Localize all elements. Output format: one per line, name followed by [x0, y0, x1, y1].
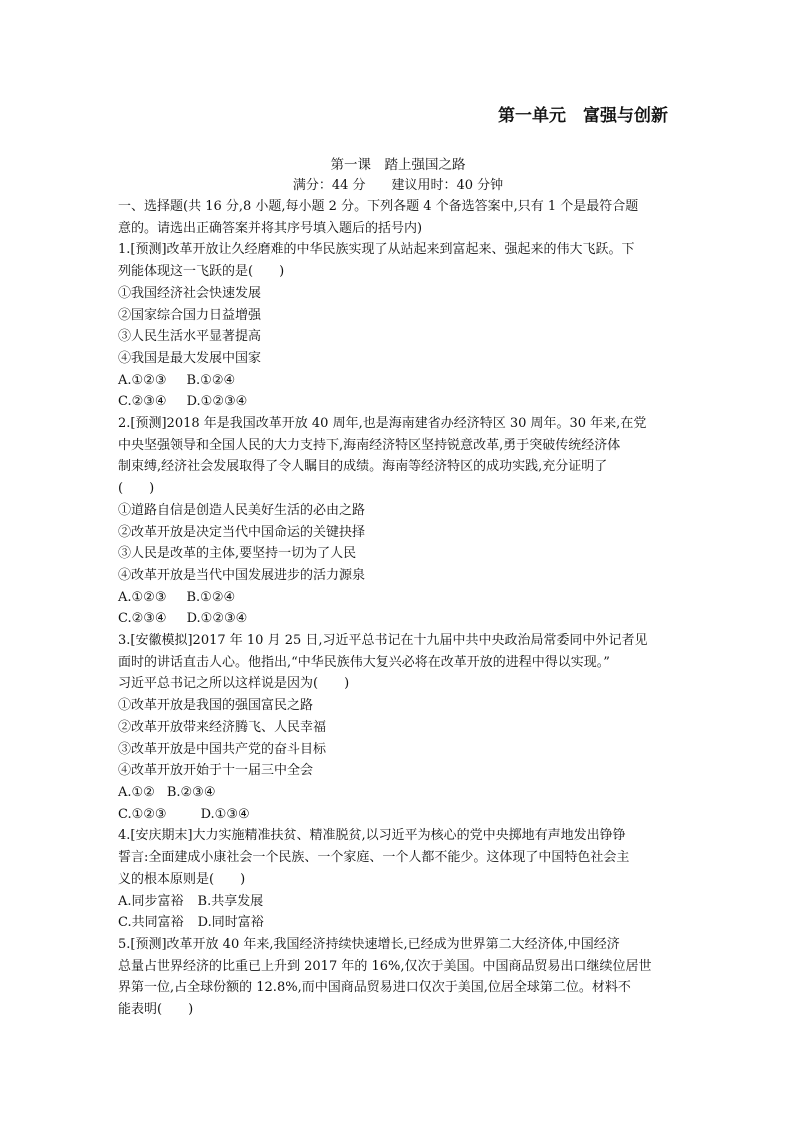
- option-d: D.①②③④: [186, 611, 248, 627]
- statement-4: ④改革开放开始于十一届三中全会: [118, 763, 314, 779]
- statement-1: ①我国经济社会快速发展: [118, 285, 262, 301]
- statement-1: ①改革开放是我国的强国富民之路: [118, 698, 314, 714]
- option-a: A.①②: [118, 784, 155, 800]
- question-stem: 3.[安徽模拟]2017 年 10 月 25 日,习近平总书记在十九届中共中央政治局常委同中外记者见: [118, 633, 648, 649]
- statement-2: ②国家综合国力日益增强: [118, 307, 262, 323]
- options-row: [118, 891, 678, 913]
- options-row: [118, 608, 678, 630]
- options-row: [118, 804, 678, 826]
- question-stem: 义的根本原则是( ): [118, 871, 246, 887]
- answer-bracket: ( ): [118, 481, 155, 497]
- question-2: [118, 413, 678, 630]
- option-c: C.②③④: [118, 394, 167, 410]
- question-stem: 面时的讲话直击人心。他指出,“中华民族伟大复兴必将在改革开放的进程中得以实现。”: [118, 654, 610, 670]
- section-header: 一、选择题(共 16 分,8 小题,每小题 2 分。下列各题 4 个备选答案中,只有 1 个是最符合题: [118, 199, 639, 214]
- section-header-cont: 意的。请选出正确答案并将其序号填入题后的括号内): [118, 220, 423, 236]
- statement-3: ③改革开放是中国共产党的奋斗目标: [118, 741, 327, 757]
- option-a: A.①②③: [118, 372, 167, 388]
- option-d: D.同时富裕: [197, 915, 264, 931]
- question-3: [118, 630, 678, 825]
- options-row: [118, 912, 678, 934]
- unit-title: 第一单元 富强与创新: [498, 106, 668, 126]
- worksheet-page: [118, 100, 678, 1021]
- question-stem: 界第一位,占全球份额的 12.8%,而中国商品贸易进口仅次于美国,位居全球第二位。材料不: [118, 980, 631, 996]
- option-d: D.①②③④: [186, 394, 248, 410]
- question-stem: 习近平总书记之所以这样说是因为( ): [118, 676, 350, 692]
- question-stem: 制束缚,经济社会发展取得了令人瞩目的成绩。海南等经济特区的成功实践,充分证明了: [118, 459, 608, 475]
- option-b: B.①②④: [186, 372, 236, 388]
- statement-3: ③人民生活水平显著提高: [118, 329, 262, 345]
- options-row: [118, 391, 678, 413]
- question-stem: 4.[安庆期末]大力实施精准扶贫、精准脱贫,以习近平为核心的党中央掷地有声地发出铮铮: [118, 828, 626, 844]
- statement-3: ③人民是改革的主体,要坚持一切为了人民: [118, 546, 357, 562]
- question-1: [118, 239, 678, 413]
- question-stem: 列能体现这一飞跃的是( ): [118, 264, 285, 280]
- option-a: A.同步富裕: [118, 893, 184, 909]
- statement-4: ④我国是最大发展中国家: [118, 350, 262, 366]
- question-5: [118, 934, 678, 1021]
- option-c: C.共同富裕: [118, 915, 184, 931]
- options-row: [118, 587, 678, 609]
- question-stem: 1.[预测]改革开放让久经磨难的中华民族实现了从站起来到富起来、强起来的伟大飞跃。下: [118, 242, 635, 258]
- exam-meta: 满分：44 分 建议用时：40 分钟: [292, 178, 504, 193]
- option-d: D.①③④: [200, 806, 250, 822]
- question-stem: 中央坚强领导和全国人民的大力支持下,海南经济特区坚持锐意改革,勇于突破传统经济体: [118, 437, 621, 453]
- question-4: [118, 825, 678, 934]
- option-c: C.①②③: [118, 806, 167, 822]
- statement-2: ②改革开放是决定当代中国命运的关键抉择: [118, 524, 366, 540]
- statement-1: ①道路自信是创造人民美好生活的必由之路: [118, 502, 366, 518]
- question-stem: 2.[预测]2018 年是我国改革开放 40 周年,也是海南建省办经济特区 30 周年。30 年来,在党: [118, 416, 647, 432]
- statement-2: ②改革开放带来经济腾飞、人民幸福: [118, 719, 327, 735]
- option-a: A.①②③: [118, 589, 167, 605]
- option-b: B.共享发展: [197, 893, 264, 909]
- question-stem: 誓言:全面建成小康社会一个民族、一个家庭、一个人都不能少。这体现了中国特色社会主: [118, 850, 630, 866]
- options-row: [118, 370, 678, 392]
- question-stem: 能表明( ): [118, 1002, 194, 1018]
- option-c: C.②③④: [118, 611, 167, 627]
- option-b: B.①②④: [186, 589, 236, 605]
- lesson-title: 第一课 踏上强国之路: [330, 157, 466, 173]
- question-stem: 5.[预测]改革开放 40 年来,我国经济持续快速增长,已经成为世界第二大经济体,中国经济: [118, 936, 620, 952]
- options-row: [118, 782, 678, 804]
- option-b: B.②③④: [166, 784, 216, 800]
- statement-4: ④改革开放是当代中国发展进步的活力源泉: [118, 567, 366, 583]
- question-stem: 总量占世界经济的比重已上升到 2017 年的 16%,仅次于美国。中国商品贸易出口继续位居世: [118, 958, 652, 974]
